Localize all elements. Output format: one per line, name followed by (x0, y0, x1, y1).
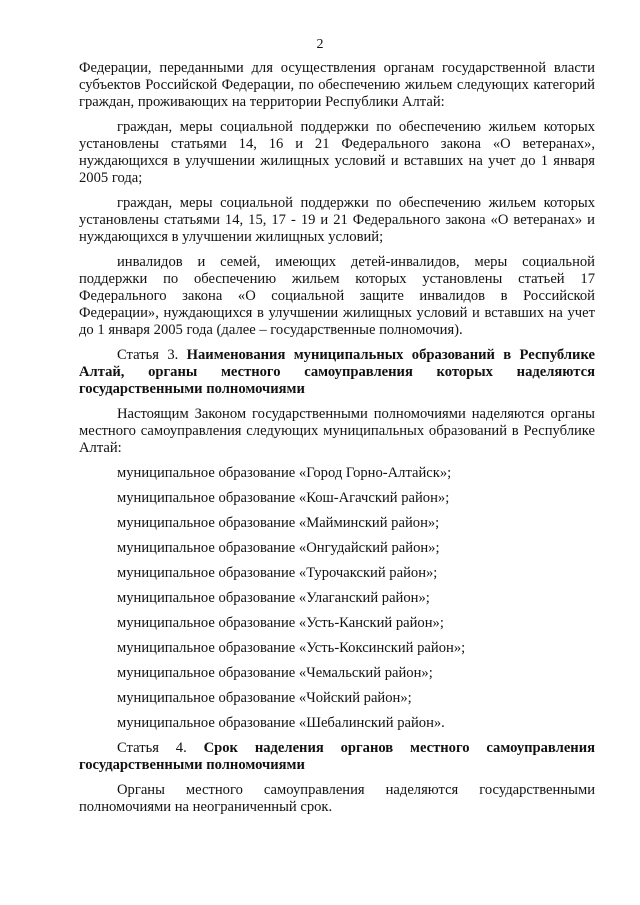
municipality-list (79, 465, 595, 732)
list-item: муниципальное образование «Турочакский район»; (117, 565, 438, 581)
article-3-heading (79, 347, 595, 398)
paragraph-veterans-2: граждан, меры социальной поддержки по обеспечению жильем которых установлены статьями 14, 15, 17 - 19 и 21 Федерального закона «О ветеранах» и нуждающихся в улучшении жилищных условий; (79, 195, 595, 245)
article-4-heading (79, 740, 595, 774)
article-4-text: Органы местного самоуправления наделяются государственными полномочиями на неограниченный срок. (79, 782, 595, 815)
paragraph-veterans-1: граждан, меры социальной поддержки по обеспечению жильем которых установлены статьями 14, 16 и 21 Федерального закона «О ветеранах», нуждающихся в улучшении жилищных условий и вставших на учет до 1 января 2005 года; (79, 119, 595, 186)
list-item: муниципальное образование «Майминский район»; (117, 515, 440, 531)
article-3-text: Настоящим Законом государственными полномочиями наделяются органы местного самоуправления следующих муниципальных образований в Республике Алтай: (79, 406, 595, 456)
list-item: муниципальное образование «Усть-Канский район»; (117, 615, 444, 631)
article-3-label: Статья 3. (117, 347, 179, 363)
article-4-label: Статья 4. (117, 740, 187, 756)
list-item: муниципальное образование «Чойский район»; (117, 690, 412, 706)
document-body (79, 60, 595, 824)
list-item: муниципальное образование «Усть-Коксинский район»; (117, 640, 466, 656)
list-item: муниципальное образование «Улаганский район»; (117, 590, 430, 606)
list-item: муниципальное образование «Чемальский район»; (117, 665, 433, 681)
article-4-title: Срок наделения органов местного самоуправления государственными полномочиями (79, 740, 596, 773)
intro-paragraph: Федерации, переданными для осуществления органам государственной власти субъектов Российской Федерации, по обеспечению жильем следующих категорий граждан, проживающих на территории Республики Алтай: (79, 60, 595, 110)
list-item: муниципальное образование «Шебалинский район». (117, 715, 445, 731)
list-item: муниципальное образование «Город Горно-Алтайск»; (117, 465, 452, 481)
list-item: муниципальное образование «Онгудайский район»; (117, 540, 440, 556)
paragraph-disabled: инвалидов и семей, имеющих детей-инвалидов, меры социальной поддержки по обеспечению жильем которых установлены статьей 17 Федерального закона «О социальной защите инвалидов в Российской Федерации», нуждающихся в улучшении жилищных условий и вставших на учет до 1 января 2005 года (далее – государственные полномочия). (79, 254, 595, 338)
article-3-title: Наименования муниципальных образований в Республике Алтай, органы местного самоуправления которых наделяются государственными полномочиями (79, 347, 595, 397)
list-item: муниципальное образование «Кош-Агачский район»; (117, 490, 450, 506)
page-number: 2 (316, 37, 324, 52)
